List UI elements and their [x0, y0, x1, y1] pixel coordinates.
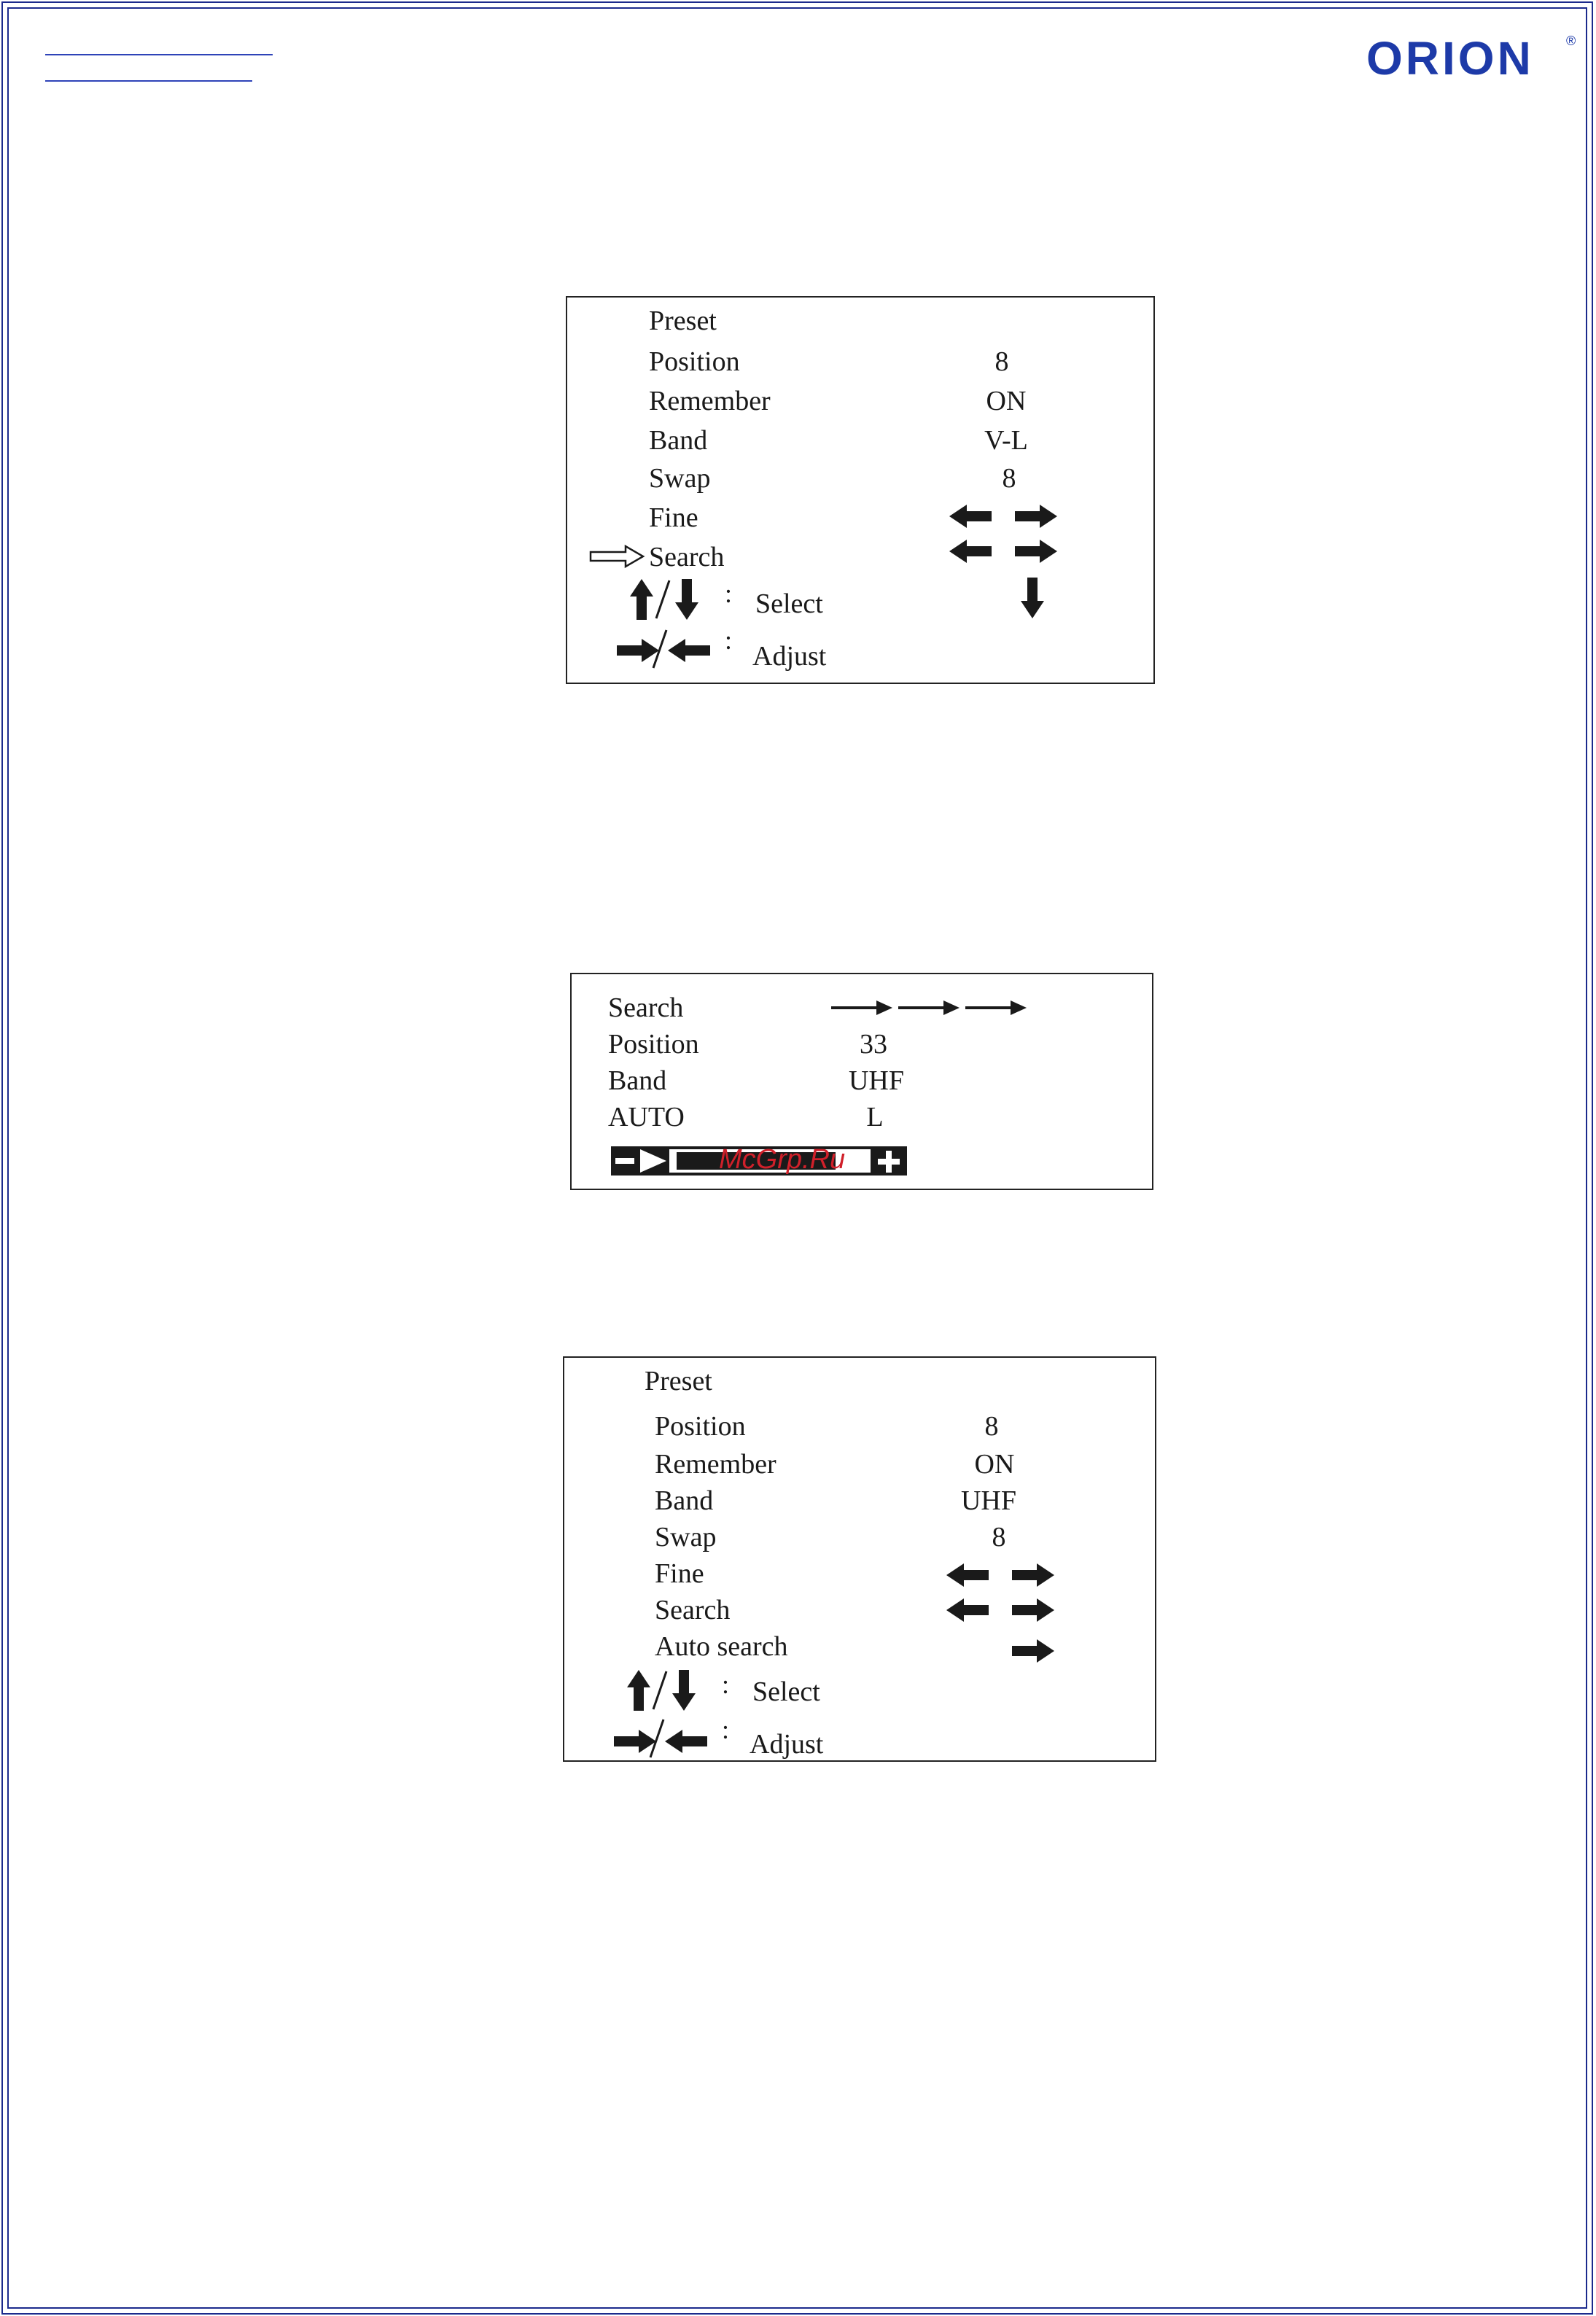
search-menu — [570, 973, 1153, 1190]
row-band-value: V-L — [984, 425, 1028, 456]
row-auto-search-label[interactable]: Auto search — [655, 1631, 788, 1662]
row-fine-label[interactable]: Fine — [649, 502, 698, 533]
minus-icon — [615, 1155, 634, 1167]
slash-divider — [649, 1718, 665, 1759]
brand-name: ORION — [1366, 32, 1534, 85]
arrow-left-icon — [665, 1727, 709, 1756]
arrow-right-icon[interactable] — [1013, 502, 1057, 531]
hint-colon: : — [725, 626, 733, 655]
arrow-left-icon[interactable] — [949, 502, 993, 531]
preset-menu-1 — [566, 296, 1155, 684]
row-position-label[interactable]: Position — [655, 1411, 746, 1442]
arrow-left-icon — [668, 636, 712, 665]
row-remember-label[interactable]: Remember — [649, 386, 771, 416]
progress-bar — [611, 1146, 907, 1176]
row-band-label[interactable]: Band — [649, 425, 708, 456]
slash-divider — [652, 629, 668, 669]
arrow-right-icon[interactable] — [1011, 1636, 1054, 1666]
row-position-value: 33 — [860, 1029, 887, 1060]
row-search-label[interactable]: Search — [655, 1595, 731, 1625]
search-progress-arrow-icon — [831, 999, 892, 1017]
row-auto-label: AUTO — [608, 1102, 685, 1132]
row-remember-label[interactable]: Remember — [655, 1449, 776, 1480]
arrow-up-icon — [628, 579, 655, 620]
row-band-label: Band — [608, 1065, 667, 1096]
brand-registered-mark: ® — [1566, 34, 1576, 48]
select-hint: Select — [755, 588, 823, 619]
slash-divider — [652, 1670, 668, 1711]
hint-colon: : — [722, 1715, 730, 1744]
menu-title: Preset — [645, 1366, 712, 1396]
play-icon — [640, 1149, 666, 1173]
arrow-left-icon[interactable] — [946, 1561, 990, 1590]
watermark: McGrp.Ru — [719, 1144, 846, 1175]
arrow-right-icon[interactable] — [1013, 537, 1057, 566]
row-remember-value: ON — [986, 386, 1027, 416]
arrow-down-icon — [1019, 578, 1046, 618]
row-position-value: 8 — [994, 346, 1009, 377]
search-progress-arrow-icon — [965, 999, 1027, 1017]
row-band-value: UHF — [960, 1485, 1017, 1516]
preset-menu-2 — [563, 1356, 1156, 1762]
arrow-up-icon — [626, 1670, 652, 1711]
row-auto-value: L — [866, 1102, 884, 1132]
arrow-down-icon — [671, 1670, 697, 1711]
progress-track — [669, 1144, 871, 1175]
arrow-right-icon[interactable] — [1011, 1596, 1054, 1625]
menu-title: Preset — [649, 306, 717, 336]
hint-colon: : — [725, 579, 733, 608]
outline-arrow-right-icon — [589, 544, 645, 569]
arrow-right-icon[interactable] — [1011, 1561, 1054, 1590]
row-band-label[interactable]: Band — [655, 1485, 714, 1516]
arrow-left-icon[interactable] — [949, 537, 993, 566]
select-hint: Select — [752, 1676, 820, 1707]
row-position-label[interactable]: Position — [649, 346, 740, 377]
arrow-down-icon — [674, 579, 700, 620]
row-swap-label[interactable]: Swap — [649, 463, 711, 494]
row-fine-label[interactable]: Fine — [655, 1558, 704, 1589]
row-band-value: UHF — [848, 1065, 905, 1096]
adjust-hint: Adjust — [750, 1729, 824, 1760]
arrow-left-icon[interactable] — [946, 1596, 990, 1625]
row-remember-value: ON — [974, 1449, 1015, 1480]
header-link-1[interactable] — [45, 54, 273, 55]
adjust-hint: Adjust — [752, 641, 827, 672]
row-search-label: Search — [608, 992, 684, 1023]
search-progress-arrow-icon — [898, 999, 959, 1017]
row-swap-value: 8 — [992, 1522, 1006, 1553]
row-position-value: 8 — [984, 1411, 999, 1442]
row-swap-value: 8 — [1002, 463, 1016, 494]
slash-divider — [655, 579, 671, 620]
header-link-2[interactable] — [45, 80, 252, 82]
row-swap-label[interactable]: Swap — [655, 1522, 717, 1553]
plus-icon — [878, 1151, 900, 1173]
row-search-label[interactable]: Search — [649, 542, 725, 572]
row-position-label: Position — [608, 1029, 699, 1060]
hint-colon: : — [722, 1670, 730, 1699]
